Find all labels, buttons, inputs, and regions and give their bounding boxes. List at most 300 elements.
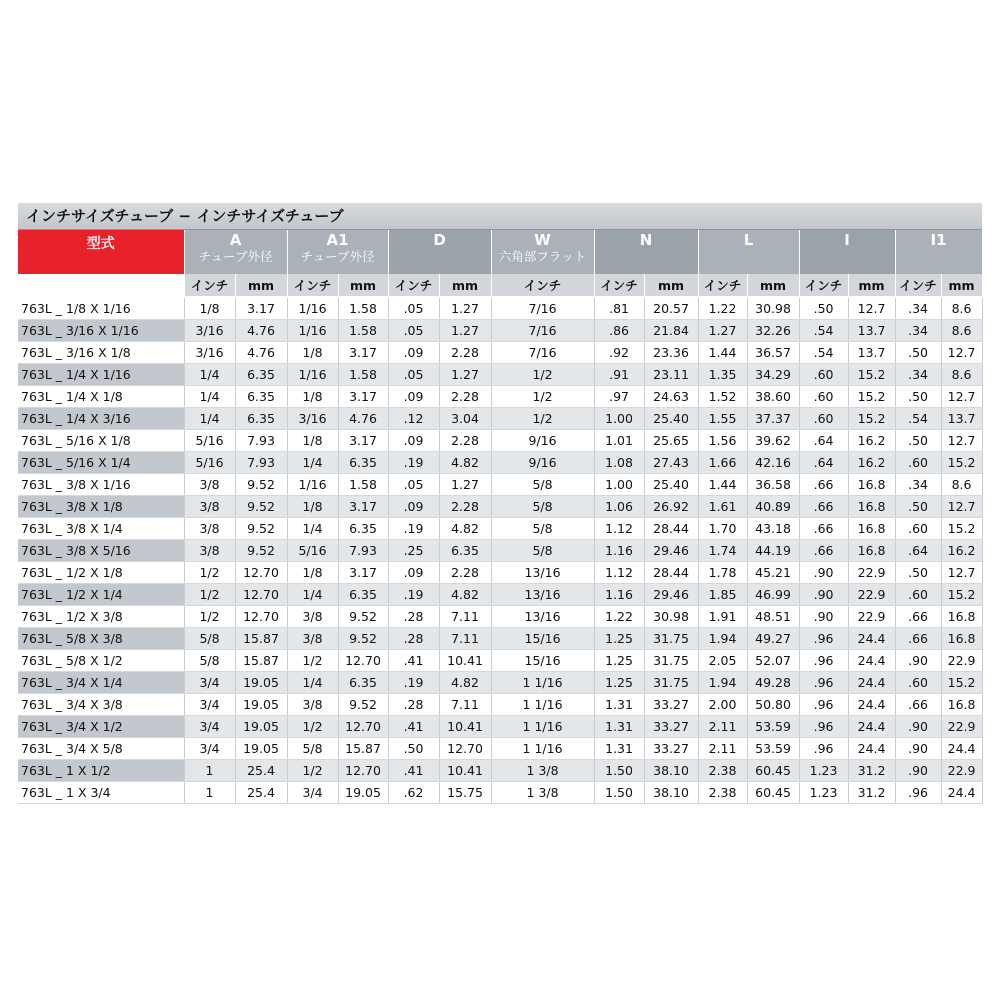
value-cell: 24.4: [848, 628, 895, 650]
value-cell: 12.7: [941, 430, 982, 452]
value-cell: 12.70: [338, 760, 388, 782]
value-cell: 3.17: [338, 496, 388, 518]
value-cell: 3/8: [184, 540, 235, 562]
value-cell: 1/4: [184, 386, 235, 408]
value-cell: 1.52: [698, 386, 747, 408]
value-cell: 1/16: [287, 364, 338, 386]
value-cell: 1.66: [698, 452, 747, 474]
value-cell: 3/8: [287, 694, 338, 716]
value-cell: 1.06: [594, 496, 644, 518]
value-cell: .19: [388, 584, 439, 606]
group-header-i1: [895, 230, 982, 274]
value-cell: .64: [799, 430, 848, 452]
group-letter: L: [743, 231, 754, 249]
value-cell: 32.26: [747, 320, 799, 342]
value-cell: 1 3/8: [491, 760, 594, 782]
value-cell: .41: [388, 716, 439, 738]
value-cell: 7.11: [439, 694, 491, 716]
value-cell: 1/2: [184, 584, 235, 606]
value-cell: .25: [388, 540, 439, 562]
value-cell: 16.8: [848, 540, 895, 562]
value-cell: 3/8: [287, 628, 338, 650]
value-cell: 1/2: [287, 760, 338, 782]
value-cell: 40.89: [747, 496, 799, 518]
value-cell: 3.17: [338, 342, 388, 364]
value-cell: .50: [388, 738, 439, 760]
value-cell: 4.76: [235, 342, 287, 364]
unit-header-blank: [18, 274, 184, 297]
value-cell: 1 1/16: [491, 738, 594, 760]
value-cell: 2.28: [439, 386, 491, 408]
group-header-d: [388, 230, 491, 274]
value-cell: 24.4: [941, 738, 982, 760]
value-cell: 25.40: [644, 408, 698, 430]
value-cell: 2.28: [439, 430, 491, 452]
value-cell: .34: [895, 297, 941, 320]
value-cell: .28: [388, 694, 439, 716]
value-cell: .60: [799, 364, 848, 386]
value-cell: .90: [895, 716, 941, 738]
value-cell: .19: [388, 452, 439, 474]
model-cell: 763L _ 5/8 X 1/2: [18, 650, 184, 672]
value-cell: 1/16: [287, 474, 338, 496]
value-cell: 15.2: [848, 364, 895, 386]
value-cell: 2.38: [698, 760, 747, 782]
table-row: [18, 584, 982, 606]
value-cell: 9.52: [338, 628, 388, 650]
value-cell: 16.2: [941, 540, 982, 562]
value-cell: 1.27: [439, 364, 491, 386]
value-cell: 42.16: [747, 452, 799, 474]
value-cell: 7.93: [235, 430, 287, 452]
unit-header: インチ: [895, 274, 941, 297]
value-cell: 12.70: [235, 562, 287, 584]
value-cell: .60: [895, 452, 941, 474]
value-cell: .64: [895, 540, 941, 562]
model-cell: 763L _ 3/8 X 1/4: [18, 518, 184, 540]
value-cell: 16.8: [848, 474, 895, 496]
value-cell: 12.7: [848, 297, 895, 320]
value-cell: 15.87: [338, 738, 388, 760]
value-cell: 10.41: [439, 650, 491, 672]
value-cell: 15.87: [235, 650, 287, 672]
value-cell: 1.58: [338, 297, 388, 320]
unit-header: mm: [848, 274, 895, 297]
value-cell: 46.99: [747, 584, 799, 606]
value-cell: 12.70: [338, 650, 388, 672]
value-cell: .05: [388, 320, 439, 342]
value-cell: 1.08: [594, 452, 644, 474]
table-row: [18, 297, 982, 320]
value-cell: 22.9: [941, 650, 982, 672]
table-row: [18, 738, 982, 760]
value-cell: .92: [594, 342, 644, 364]
value-cell: .05: [388, 297, 439, 320]
table-row: [18, 782, 982, 804]
value-cell: .90: [799, 584, 848, 606]
value-cell: 29.46: [644, 584, 698, 606]
value-cell: .41: [388, 760, 439, 782]
unit-header: mm: [644, 274, 698, 297]
value-cell: 1/4: [287, 584, 338, 606]
value-cell: 9/16: [491, 430, 594, 452]
value-cell: 8.6: [941, 320, 982, 342]
value-cell: 31.2: [848, 760, 895, 782]
value-cell: 1/4: [184, 364, 235, 386]
value-cell: 1/8: [287, 430, 338, 452]
value-cell: .54: [895, 408, 941, 430]
value-cell: 1.58: [338, 364, 388, 386]
value-cell: 3.17: [338, 430, 388, 452]
value-cell: 25.40: [644, 474, 698, 496]
value-cell: 1.50: [594, 760, 644, 782]
value-cell: 7/16: [491, 320, 594, 342]
group-sub: チューブ外径: [198, 249, 273, 264]
value-cell: 1.22: [698, 297, 747, 320]
value-cell: 53.59: [747, 738, 799, 760]
table-row: [18, 430, 982, 452]
value-cell: 9.52: [338, 606, 388, 628]
value-cell: 48.51: [747, 606, 799, 628]
value-cell: 5/8: [287, 738, 338, 760]
value-cell: 2.05: [698, 650, 747, 672]
table-row: [18, 518, 982, 540]
table-body: [18, 297, 982, 804]
value-cell: 6.35: [235, 386, 287, 408]
value-cell: 1/4: [184, 408, 235, 430]
value-cell: 1/4: [287, 452, 338, 474]
value-cell: 3.17: [338, 562, 388, 584]
model-cell: 763L _ 1/8 X 1/16: [18, 297, 184, 320]
model-cell: 763L _ 1/4 X 1/16: [18, 364, 184, 386]
value-cell: .60: [895, 584, 941, 606]
model-cell: 763L _ 3/8 X 5/16: [18, 540, 184, 562]
value-cell: 20.57: [644, 297, 698, 320]
value-cell: 1/2: [184, 606, 235, 628]
value-cell: 21.84: [644, 320, 698, 342]
value-cell: 2.28: [439, 562, 491, 584]
value-cell: .50: [895, 342, 941, 364]
model-cell: 763L _ 5/16 X 1/4: [18, 452, 184, 474]
group-sub: 六角部フラット: [498, 249, 587, 264]
value-cell: 1.25: [594, 628, 644, 650]
value-cell: .60: [895, 672, 941, 694]
group-letter: W: [534, 231, 551, 249]
value-cell: 3.17: [338, 386, 388, 408]
value-cell: 25.65: [644, 430, 698, 452]
value-cell: 1/4: [287, 672, 338, 694]
value-cell: 60.45: [747, 760, 799, 782]
value-cell: 6.35: [338, 584, 388, 606]
model-cell: 763L _ 3/8 X 1/8: [18, 496, 184, 518]
value-cell: .96: [799, 650, 848, 672]
value-cell: .28: [388, 628, 439, 650]
value-cell: 1.44: [698, 474, 747, 496]
model-cell: 763L _ 1/4 X 1/8: [18, 386, 184, 408]
value-cell: 1/2: [491, 364, 594, 386]
value-cell: 28.44: [644, 518, 698, 540]
group-letter: N: [639, 231, 653, 249]
unit-header: インチ: [388, 274, 439, 297]
value-cell: 1.00: [594, 474, 644, 496]
value-cell: 12.7: [941, 496, 982, 518]
value-cell: .09: [388, 342, 439, 364]
table-row: [18, 606, 982, 628]
value-cell: 39.62: [747, 430, 799, 452]
value-cell: 1.94: [698, 628, 747, 650]
value-cell: .96: [799, 672, 848, 694]
value-cell: 1.70: [698, 518, 747, 540]
value-cell: 5/8: [184, 650, 235, 672]
table-title: インチサイズチューブ − インチサイズチューブ: [18, 203, 982, 230]
value-cell: .66: [895, 606, 941, 628]
value-cell: 16.8: [941, 606, 982, 628]
value-cell: 15.2: [848, 386, 895, 408]
value-cell: 5/16: [184, 430, 235, 452]
value-cell: 31.75: [644, 628, 698, 650]
value-cell: 4.82: [439, 452, 491, 474]
value-cell: 6.35: [439, 540, 491, 562]
value-cell: 60.45: [747, 782, 799, 804]
value-cell: .96: [799, 628, 848, 650]
value-cell: .86: [594, 320, 644, 342]
table-row: [18, 496, 982, 518]
value-cell: 36.57: [747, 342, 799, 364]
value-cell: .09: [388, 430, 439, 452]
value-cell: 1/8: [287, 562, 338, 584]
value-cell: 2.11: [698, 716, 747, 738]
value-cell: 4.76: [338, 408, 388, 430]
value-cell: 24.4: [848, 694, 895, 716]
value-cell: 16.8: [848, 496, 895, 518]
value-cell: .50: [799, 297, 848, 320]
value-cell: 25.4: [235, 760, 287, 782]
value-cell: 22.9: [941, 760, 982, 782]
value-cell: 16.2: [848, 430, 895, 452]
value-cell: .64: [799, 452, 848, 474]
value-cell: 23.11: [644, 364, 698, 386]
value-cell: 7.93: [235, 452, 287, 474]
value-cell: 12.70: [235, 606, 287, 628]
value-cell: .41: [388, 650, 439, 672]
value-cell: 29.46: [644, 540, 698, 562]
value-cell: 15.2: [941, 518, 982, 540]
value-cell: 1.31: [594, 738, 644, 760]
value-cell: 12.70: [235, 584, 287, 606]
value-cell: 49.28: [747, 672, 799, 694]
value-cell: 1/2: [287, 716, 338, 738]
value-cell: 19.05: [235, 738, 287, 760]
value-cell: 24.4: [848, 716, 895, 738]
value-cell: 24.4: [848, 738, 895, 760]
value-cell: 3/8: [287, 606, 338, 628]
value-cell: .34: [895, 474, 941, 496]
model-cell: 763L _ 1/4 X 3/16: [18, 408, 184, 430]
value-cell: 1.23: [799, 760, 848, 782]
value-cell: 44.19: [747, 540, 799, 562]
value-cell: 33.27: [644, 738, 698, 760]
value-cell: 22.9: [848, 562, 895, 584]
value-cell: 4.76: [235, 320, 287, 342]
value-cell: .91: [594, 364, 644, 386]
dimension-table: [18, 230, 983, 804]
value-cell: 1 3/8: [491, 782, 594, 804]
group-header-l: [698, 230, 799, 274]
table-row: [18, 672, 982, 694]
value-cell: 5/16: [184, 452, 235, 474]
model-cell: 763L _ 3/4 X 1/2: [18, 716, 184, 738]
value-cell: 16.8: [941, 694, 982, 716]
value-cell: 5/16: [287, 540, 338, 562]
value-cell: 2.28: [439, 342, 491, 364]
model-header: 型式: [18, 230, 184, 274]
unit-header: mm: [941, 274, 982, 297]
table-row: [18, 650, 982, 672]
value-cell: 3/8: [184, 474, 235, 496]
value-cell: 1.25: [594, 650, 644, 672]
value-cell: 38.60: [747, 386, 799, 408]
value-cell: 1/16: [287, 297, 338, 320]
value-cell: 1 1/16: [491, 716, 594, 738]
value-cell: 8.6: [941, 364, 982, 386]
model-cell: 763L _ 3/16 X 1/8: [18, 342, 184, 364]
value-cell: 5/8: [491, 518, 594, 540]
value-cell: 24.4: [941, 782, 982, 804]
value-cell: 37.37: [747, 408, 799, 430]
value-cell: 3/8: [184, 496, 235, 518]
value-cell: 1.35: [698, 364, 747, 386]
value-cell: 49.27: [747, 628, 799, 650]
value-cell: 1.61: [698, 496, 747, 518]
value-cell: 1/2: [491, 386, 594, 408]
value-cell: .96: [799, 694, 848, 716]
value-cell: 1.27: [698, 320, 747, 342]
value-cell: 43.18: [747, 518, 799, 540]
value-cell: 1.22: [594, 606, 644, 628]
unit-header-row: [18, 274, 982, 297]
table-row: [18, 342, 982, 364]
unit-header: mm: [439, 274, 491, 297]
value-cell: 2.38: [698, 782, 747, 804]
table-row: [18, 452, 982, 474]
value-cell: 1/8: [287, 386, 338, 408]
model-cell: 763L _ 1/2 X 1/8: [18, 562, 184, 584]
value-cell: 31.75: [644, 650, 698, 672]
value-cell: 2.11: [698, 738, 747, 760]
value-cell: 13.7: [941, 408, 982, 430]
value-cell: 4.82: [439, 518, 491, 540]
value-cell: 13/16: [491, 584, 594, 606]
value-cell: 1.56: [698, 430, 747, 452]
value-cell: 1 1/16: [491, 694, 594, 716]
value-cell: 2.28: [439, 496, 491, 518]
unit-header: インチ: [184, 274, 235, 297]
model-cell: 763L _ 5/16 X 1/8: [18, 430, 184, 452]
group-letter: D: [433, 231, 446, 249]
value-cell: 15.2: [941, 452, 982, 474]
value-cell: 10.41: [439, 760, 491, 782]
value-cell: 24.4: [848, 650, 895, 672]
value-cell: 4.82: [439, 672, 491, 694]
value-cell: .54: [799, 320, 848, 342]
model-cell: 763L _ 3/4 X 3/8: [18, 694, 184, 716]
value-cell: 1.31: [594, 694, 644, 716]
value-cell: .66: [799, 496, 848, 518]
value-cell: 15.87: [235, 628, 287, 650]
model-cell: 763L _ 1 X 1/2: [18, 760, 184, 782]
value-cell: .66: [895, 628, 941, 650]
value-cell: 7/16: [491, 342, 594, 364]
value-cell: 24.4: [848, 672, 895, 694]
value-cell: .19: [388, 672, 439, 694]
value-cell: 1.01: [594, 430, 644, 452]
value-cell: 3/8: [184, 518, 235, 540]
value-cell: 1.00: [594, 408, 644, 430]
value-cell: 3/4: [184, 738, 235, 760]
value-cell: 1: [184, 760, 235, 782]
table-row: [18, 562, 982, 584]
value-cell: .50: [895, 496, 941, 518]
value-cell: 1.25: [594, 672, 644, 694]
value-cell: .66: [799, 518, 848, 540]
value-cell: .05: [388, 474, 439, 496]
value-cell: 15.2: [941, 672, 982, 694]
table-row: [18, 716, 982, 738]
value-cell: .90: [895, 650, 941, 672]
value-cell: .50: [895, 562, 941, 584]
value-cell: 33.27: [644, 716, 698, 738]
model-cell: 763L _ 1/2 X 1/4: [18, 584, 184, 606]
value-cell: 53.59: [747, 716, 799, 738]
value-cell: 7/16: [491, 297, 594, 320]
value-cell: 1/8: [184, 297, 235, 320]
value-cell: 9/16: [491, 452, 594, 474]
value-cell: 26.92: [644, 496, 698, 518]
table-row: [18, 540, 982, 562]
value-cell: .12: [388, 408, 439, 430]
value-cell: 1/16: [287, 320, 338, 342]
value-cell: 9.52: [235, 496, 287, 518]
group-letter: I: [844, 231, 850, 249]
value-cell: 15/16: [491, 628, 594, 650]
value-cell: 1/8: [287, 496, 338, 518]
value-cell: .90: [895, 738, 941, 760]
table-row: [18, 628, 982, 650]
value-cell: .90: [799, 606, 848, 628]
table-row: [18, 386, 982, 408]
value-cell: 1.12: [594, 518, 644, 540]
value-cell: 1.27: [439, 297, 491, 320]
value-cell: 1.85: [698, 584, 747, 606]
value-cell: 12.70: [338, 716, 388, 738]
value-cell: .60: [799, 386, 848, 408]
value-cell: 38.10: [644, 760, 698, 782]
value-cell: 3/4: [184, 672, 235, 694]
value-cell: 9.52: [235, 474, 287, 496]
unit-header: インチ: [698, 274, 747, 297]
group-header-w: [491, 230, 594, 274]
value-cell: .50: [895, 430, 941, 452]
value-cell: 7.93: [338, 540, 388, 562]
value-cell: 34.29: [747, 364, 799, 386]
value-cell: 28.44: [644, 562, 698, 584]
value-cell: 5/8: [491, 474, 594, 496]
value-cell: 1.55: [698, 408, 747, 430]
value-cell: .97: [594, 386, 644, 408]
unit-header: mm: [235, 274, 287, 297]
value-cell: 2.00: [698, 694, 747, 716]
value-cell: 1/2: [491, 408, 594, 430]
